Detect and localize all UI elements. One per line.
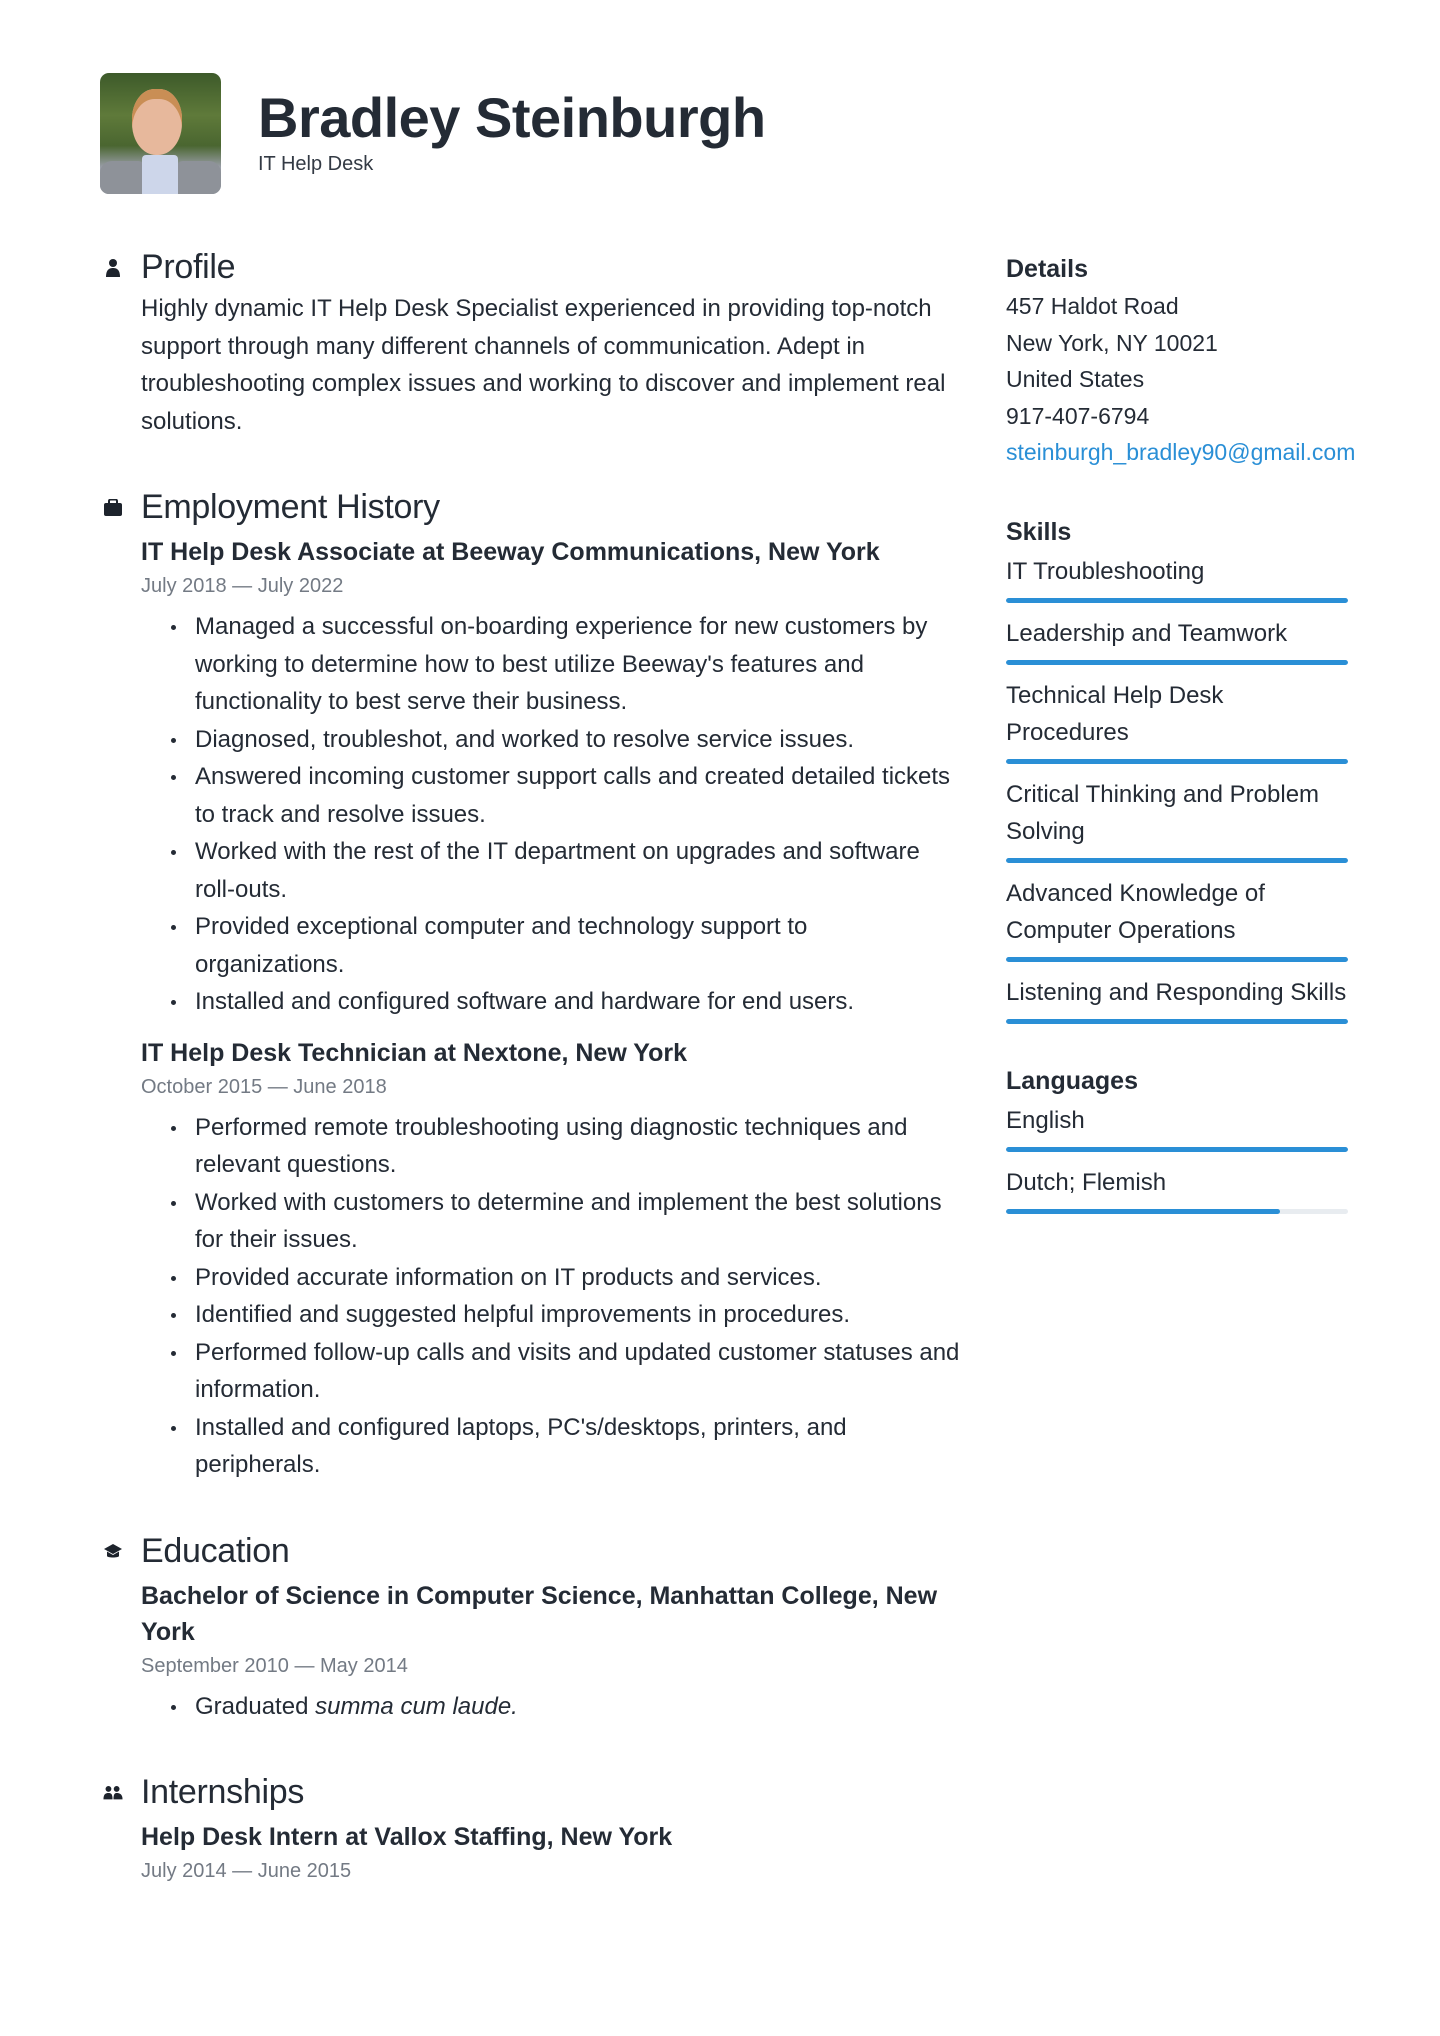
job-bullet: Managed a successful on-boarding experience for new customers by working to determine how to best utilize Beeway's features and functionality to best serve their business.	[195, 608, 961, 721]
profile-section	[141, 244, 961, 440]
skill-item	[1006, 613, 1348, 665]
internship-entry	[141, 1819, 961, 1887]
graduation-cap-icon	[103, 1542, 123, 1562]
country: United States	[1006, 366, 1145, 392]
photo-jacket-left	[100, 161, 144, 194]
person-icon	[103, 258, 123, 278]
details-heading: Details	[1006, 255, 1088, 283]
language-level-bar	[1006, 1147, 1348, 1152]
skill-level-fill	[1006, 858, 1348, 863]
language-item	[1006, 1100, 1348, 1152]
languages-heading: Languages	[1006, 1066, 1138, 1095]
profile-summary: Highly dynamic IT Help Desk Specialist experienced in providing top-notch support through many different channels of communication. Adept in troubleshooting complex issues and working to discover and implement real solutions.	[141, 295, 946, 435]
language-level-bar	[1006, 1209, 1348, 1214]
degree-title: Bachelor of Science in Computer Science, Manhattan College, New York	[141, 1581, 938, 1646]
job-entry	[141, 534, 961, 1021]
skill-level-fill	[1006, 957, 1348, 962]
skill-level-bar	[1006, 858, 1348, 863]
email-link[interactable]: steinburgh_bradley90@gmail.com	[1006, 439, 1356, 465]
job-bullet: Performed follow-up calls and visits and updated customer statuses and information.	[195, 1334, 961, 1409]
language-level-fill	[1006, 1147, 1348, 1152]
languages-section	[1006, 1064, 1406, 1214]
job-bullets	[141, 1109, 961, 1484]
skill-name: Advanced Knowledge of Computer Operations	[1006, 879, 1265, 944]
candidate-job-title: IT Help Desk	[258, 153, 374, 175]
sidebar-column	[1006, 252, 1406, 1246]
education-dates: September 2010 — May 2014	[141, 1654, 408, 1677]
internships-heading: Internships	[141, 1773, 305, 1811]
job-bullet: Diagnosed, troubleshot, and worked to resolve service issues.	[195, 721, 961, 759]
language-name: Dutch; Flemish	[1006, 1168, 1167, 1196]
job-title: IT Help Desk Associate at Beeway Communications, New York	[141, 538, 880, 566]
skill-level-bar	[1006, 1019, 1348, 1024]
skill-name: Technical Help Desk Procedures	[1006, 681, 1224, 746]
name-block	[258, 85, 766, 176]
job-bullet: Performed remote troubleshooting using diagnostic techniques and relevant questions.	[195, 1109, 961, 1184]
skill-level-bar	[1006, 957, 1348, 962]
education-bullet	[195, 1688, 961, 1726]
skill-item	[1006, 774, 1348, 863]
job-dates: July 2018 — July 2022	[141, 575, 344, 597]
language-level-fill	[1006, 1209, 1280, 1214]
photo-face	[132, 89, 182, 155]
job-bullet: Provided exceptional computer and technology support to organizations.	[195, 908, 961, 983]
job-entry	[141, 1035, 961, 1484]
phone-number: 917-407-6794	[1006, 402, 1150, 429]
language-name: English	[1006, 1106, 1085, 1134]
resume-header	[100, 73, 766, 194]
job-dates: October 2015 — June 2018	[141, 1075, 387, 1098]
job-bullet: Installed and configured laptops, PC's/desktops, printers, and peripherals.	[195, 1409, 961, 1484]
skill-level-fill	[1006, 1019, 1348, 1024]
education-section	[141, 1528, 961, 1726]
users-icon	[103, 1783, 123, 1803]
skill-name: Leadership and Teamwork	[1006, 619, 1288, 647]
internships-section	[141, 1769, 961, 1887]
skill-item	[1006, 551, 1348, 603]
education-entry	[141, 1578, 961, 1726]
skills-heading: Skills	[1006, 517, 1072, 546]
address-line-2: New York, NY 10021	[1006, 329, 1218, 356]
candidate-name: Bradley Steinburgh	[258, 86, 766, 149]
skill-name: IT Troubleshooting	[1006, 557, 1205, 585]
main-column	[141, 244, 961, 1931]
skill-item	[1006, 972, 1348, 1024]
job-bullet: Provided accurate information on IT products and services.	[195, 1259, 961, 1297]
photo-shirt	[142, 155, 178, 194]
skill-item	[1006, 873, 1348, 962]
address-line-1: 457 Haldot Road	[1006, 293, 1179, 319]
job-bullet: Worked with customers to determine and implement the best solutions for their issues.	[195, 1184, 961, 1259]
employment-heading: Employment History	[141, 488, 440, 526]
profile-photo	[100, 73, 221, 194]
skill-level-bar	[1006, 660, 1348, 665]
job-bullets	[141, 608, 961, 1021]
details-section	[1006, 252, 1406, 471]
skill-item	[1006, 675, 1348, 764]
skill-level-fill	[1006, 660, 1348, 665]
skills-section	[1006, 515, 1406, 1024]
skill-level-fill	[1006, 598, 1348, 603]
employment-section	[141, 484, 961, 1484]
bullet-text: Graduated	[195, 1692, 316, 1720]
internship-dates: July 2014 — June 2015	[141, 1860, 352, 1882]
job-bullet: Identified and suggested helpful improvements in procedures.	[195, 1296, 961, 1334]
skill-level-fill	[1006, 759, 1348, 764]
skill-name: Critical Thinking and Problem Solving	[1006, 780, 1320, 845]
job-title: IT Help Desk Technician at Nextone, New York	[141, 1038, 687, 1067]
job-bullet: Answered incoming customer support calls and created detailed tickets to track and resolve issues.	[195, 758, 961, 833]
education-bullets	[141, 1688, 961, 1726]
education-heading: Education	[141, 1531, 290, 1570]
job-bullet: Installed and configured software and hardware for end users.	[195, 983, 961, 1021]
profile-heading: Profile	[141, 248, 236, 286]
skill-level-bar	[1006, 759, 1348, 764]
skill-level-bar	[1006, 598, 1348, 603]
photo-jacket-right	[177, 161, 221, 194]
internship-title: Help Desk Intern at Vallox Staffing, New York	[141, 1823, 673, 1851]
language-item	[1006, 1162, 1348, 1214]
skill-name: Listening and Responding Skills	[1006, 978, 1347, 1006]
briefcase-icon	[103, 498, 123, 518]
job-bullet: Worked with the rest of the IT department on upgrades and software roll-outs.	[195, 833, 961, 908]
bullet-italic-text: summa cum laude.	[315, 1692, 518, 1720]
